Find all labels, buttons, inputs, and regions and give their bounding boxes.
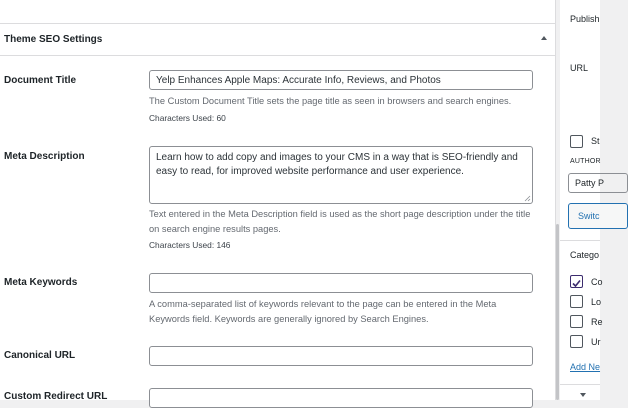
divider (0, 23, 556, 24)
publish-panel-heading[interactable]: Publish (570, 14, 600, 24)
author-heading: AUTHOR (570, 158, 601, 165)
divider (560, 384, 600, 385)
canonical-url-label: Canonical URL (4, 350, 76, 361)
triangle-up-icon[interactable] (538, 33, 550, 43)
add-new-category-link[interactable]: Add Ne (570, 362, 601, 372)
chevron-down-icon[interactable] (578, 392, 588, 398)
scrollbar-thumb[interactable] (556, 224, 559, 400)
checkmark-icon (571, 278, 582, 289)
category-label: Co (591, 277, 603, 287)
document-title-label: Document Title (4, 75, 77, 86)
author-select[interactable]: Patty P (568, 173, 628, 193)
category-label: Lo (591, 297, 602, 307)
url-label[interactable]: URL (570, 63, 589, 73)
document-title-help: The Custom Document Title sets the page title as seen in browsers and search engines. (149, 96, 512, 106)
category-checkbox-checked[interactable] (570, 275, 583, 288)
category-label: Re (591, 317, 603, 327)
meta-description-help-line1: Text entered in the Meta Description field is used as the short page description under the title (149, 209, 531, 219)
document-title-char-count: Characters Used: 60 (149, 113, 226, 123)
meta-description-textarea[interactable] (149, 146, 533, 204)
meta-keywords-help-line2: Keywords field. Keywords are generally ignored by Search Engines. (149, 314, 429, 324)
category-checkbox[interactable] (570, 315, 583, 328)
category-label: Ur (591, 337, 601, 347)
meta-description-help-line2: on search engine results pages. (149, 224, 281, 234)
meta-description-label: Meta Description (4, 151, 85, 162)
meta-keywords-help-line1: A comma-separated list of keywords relevant to the page can be entered in the Meta (149, 299, 497, 309)
meta-description-char-count: Characters Used: 146 (149, 240, 231, 250)
canonical-url-input[interactable] (149, 346, 533, 366)
meta-keywords-input[interactable] (149, 273, 533, 293)
categories-heading[interactable]: Catego (570, 250, 600, 260)
category-checkbox[interactable] (570, 335, 583, 348)
switch-button[interactable]: Switc (568, 203, 628, 229)
metabox-title: Theme SEO Settings (4, 34, 103, 45)
divider (0, 55, 556, 56)
meta-description-text: Learn how to add copy and images to your CMS in a way that is SEO-friendly and easy to read, for improved website performance and user experience. (156, 152, 518, 177)
editor-sidebar (560, 0, 605, 400)
divider (560, 240, 600, 241)
document-title-input[interactable]: Yelp Enhances Apple Maps: Accurate Info, Reviews, and Photos (149, 70, 533, 90)
sticky-label: St (591, 136, 600, 146)
sticky-checkbox[interactable] (570, 135, 583, 148)
custom-redirect-url-label: Custom Redirect URL (4, 391, 108, 402)
category-checkbox[interactable] (570, 295, 583, 308)
meta-keywords-label: Meta Keywords (4, 277, 78, 288)
custom-redirect-url-input[interactable] (149, 388, 533, 408)
resize-handle-icon[interactable] (523, 194, 531, 202)
